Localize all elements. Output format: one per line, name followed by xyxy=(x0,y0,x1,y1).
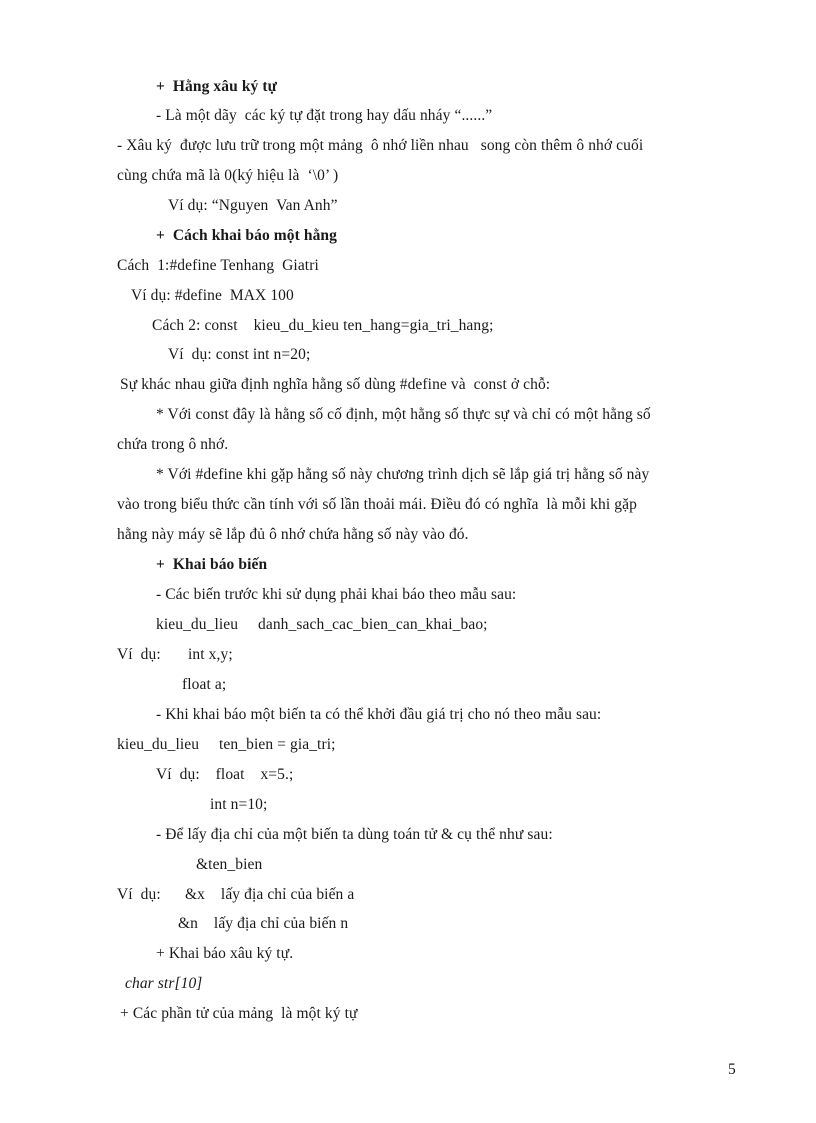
text-line: + Các phần tử của mảng là một ký tự xyxy=(120,1005,358,1022)
example-line: Ví dụ: const int n=20; xyxy=(168,346,311,363)
text-line: Cách 1:#define Tenhang Giatri xyxy=(117,257,319,274)
code-line: int n=10; xyxy=(210,796,268,813)
text-line: cùng chứa mã là 0(ký hiệu là ‘\0’ ) xyxy=(117,167,339,184)
text-line: * Với #define khi gặp hằng số này chương trình dịch sẽ lắp giá trị hằng số này xyxy=(156,466,650,483)
text-line: - Xâu ký được lưu trữ trong một mảng ô nhớ liền nhau song còn thêm ô nhớ cuối xyxy=(117,137,644,154)
code-line: int x,y; xyxy=(188,646,233,663)
text-line: Sự khác nhau giữa định nghĩa hằng số dùng #define và const ở chỗ: xyxy=(120,376,551,393)
text-line: - Để lấy địa chỉ của một biến ta dùng toán tử & cụ thể như sau: xyxy=(156,826,553,843)
text-line: hằng này máy sẽ lắp đủ ô nhớ chứa hằng số này vào đó. xyxy=(117,526,469,543)
example-line: Ví dụ: #define MAX 100 xyxy=(131,287,294,304)
heading-hang-xau-ky-tu: + Hằng xâu ký tự xyxy=(156,78,278,95)
text-line: * Với const đây là hằng số cố định, một hằng số thực sự và chỉ có một hằng số xyxy=(156,406,651,423)
text-line: - Khi khai báo một biến ta có thể khởi đầu giá trị cho nó theo mẫu sau: xyxy=(156,706,602,723)
heading-cach-khai-bao-hang: + Cách khai báo một hằng xyxy=(156,227,338,244)
code-line-italic: char str[10] xyxy=(125,975,203,992)
code-line: kieu_du_lieu ten_bien = gia_tri; xyxy=(117,736,336,753)
code-line: float a; xyxy=(182,676,227,693)
text-line: - Là một dãy các ký tự đặt trong hay dấu nháy “......” xyxy=(156,107,493,124)
example-label: Ví dụ: xyxy=(117,886,161,903)
example-label: Ví dụ: xyxy=(117,646,161,663)
example-line: Ví dụ: “Nguyen Van Anh” xyxy=(168,197,338,214)
page-number: 5 xyxy=(728,1061,736,1078)
text-line: + Khai báo xâu ký tự. xyxy=(156,945,294,962)
code-line: &n lấy địa chỉ của biến n xyxy=(178,915,349,932)
code-line: &ten_bien xyxy=(196,856,263,873)
text-line: chứa trong ô nhớ. xyxy=(117,436,229,453)
code-line: &x lấy địa chỉ của biến a xyxy=(185,886,355,903)
text-line: - Các biến trước khi sử dụng phải khai báo theo mẫu sau: xyxy=(156,586,517,603)
heading-khai-bao-bien: + Khai báo biến xyxy=(156,556,268,573)
text-line: Cách 2: const kieu_du_kieu ten_hang=gia_tri_hang; xyxy=(152,317,494,334)
text-line: vào trong biểu thức cần tính với số lần thoải mái. Điều đó có nghĩa là mỗi khi gặp xyxy=(117,496,637,513)
example-line: Ví dụ: float x=5.; xyxy=(156,766,294,783)
code-line: kieu_du_lieu danh_sach_cac_bien_can_khai_bao; xyxy=(156,616,488,633)
